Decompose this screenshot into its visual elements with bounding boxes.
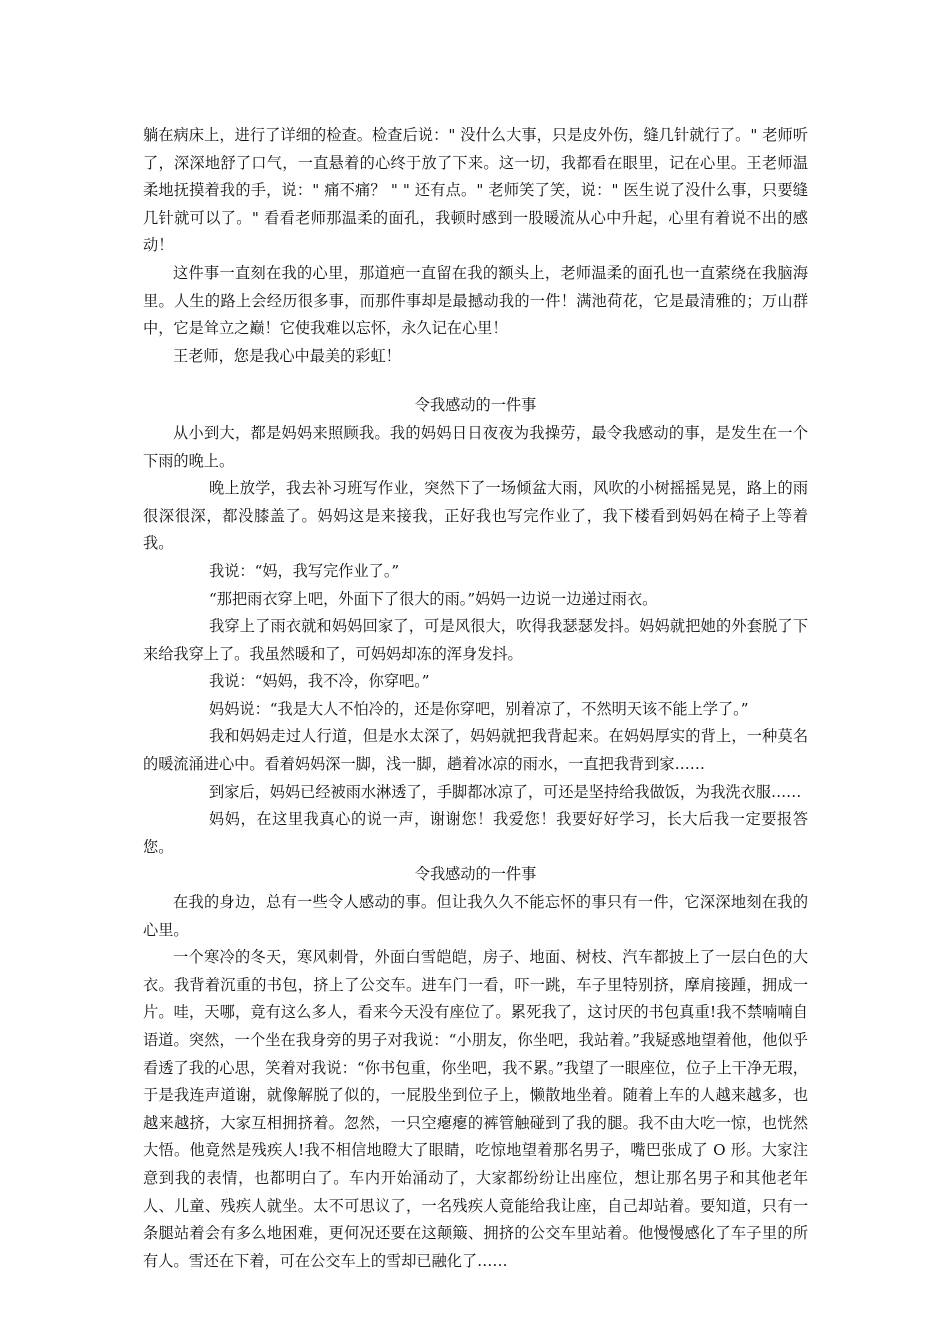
- story2-paragraph-8: 我和妈妈走过人行道，但是水太深了，妈妈就把我背起来。在妈妈厚实的背上，一种莫名的暖流涌进心中。看着妈妈深一脚，浅一脚，趟着冰凉的雨水，一直把我背到家……: [143, 727, 808, 774]
- story1-paragraph-2: 这件事一直刻在我的心里，那道疤一直留在我的额头上，老师温柔的面孔也一直萦绕在我脑海里。人生的路上会经历很多事，而那件事却是最撼动我的一件！满池荷花，它是最清雅的；万山群中，它是耸立之巅！它使我难以忘怀，永久记在心里！: [143, 263, 808, 338]
- story2-paragraph-9: 到家后，妈妈已经被雨水淋透了，手脚都冰凉了，可还是坚持给我做饭，为我洗衣服……: [209, 782, 802, 801]
- story2-paragraph-6: 我说：“妈妈，我不冷，你穿吧。”: [209, 672, 430, 691]
- story1-paragraph-1: 躺在病床上，进行了详细的检查。检查后说：" 没什么大事，只是皮外伤，缝几针就行了。" 老师听了，深深地舒了口气，一直悬着的心终于放了下来。这一切，我都看在眼里，记在心里。王老师温柔地抚摸着我的手，说：" 痛不痛？ " " 还有点。" 老师笑了笑，说：" 医生说了没什么事，只要缝几针就可以了。" 看看老师那温柔的面孔，我顿时感到一股暖流从心中升起，心里有着说不出的感动！: [143, 126, 808, 255]
- story1-paragraph-3: 王老师，您是我心中最美的彩虹！: [173, 346, 401, 365]
- story2-paragraph-5: 我穿上了雨衣就和妈妈回家了，可是风很大，吹得我瑟瑟发抖。妈妈就把她的外套脱了下来给我穿上了。我虽然暖和了，可妈妈却冻的浑身发抖。: [143, 617, 808, 663]
- document-page: [143, 122, 808, 1275]
- story3-paragraph-1: 在我的身边，总有一些令人感动的事。但让我久久不能忘怀的事只有一件，它深深地刻在我的心里。: [143, 893, 808, 939]
- story2-paragraph-3: 我说：“妈，我写完作业了。”: [209, 561, 400, 580]
- story2-paragraph-10: 妈妈，在这里我真心的说一声，谢谢您！我爱您！我要好好学习，长大后我一定要报答您。: [143, 810, 808, 856]
- story2-paragraph-2: 晚上放学，我去补习班写作业，突然下了一场倾盆大雨，风吹的小树摇摇晃晃，路上的雨很深很深，都没膝盖了。妈妈这是来接我，正好我也写完作业了，我下楼看到妈妈在椅子上等着我。: [143, 479, 808, 553]
- story3-title: 令我感动的一件事: [414, 865, 537, 884]
- story2-paragraph-4: “那把雨衣穿上吧，外面下了很大的雨。”妈妈一边说一边递过雨衣。: [209, 589, 658, 608]
- story3-paragraph-2: 一个寒冷的冬天，寒风刺骨，外面白雪皑皑，房子、地面、树枝、汽车都披上了一层白色的大衣。我背着沉重的书包，挤上了公交车。进车门一看，吓一跳，车子里特别挤，摩肩接踵，拥成一片。哇，天哪，竟有这么多人，看来今天没有座位了。累死我了，这讨厌的书包真重!我不禁喃喃自语道。突然，一个坐在我身旁的男子对我说：“小朋友，你坐吧，我站着。”我疑惑地望着他，他似乎看透了我的心思，笑着对我说：“你书包重，你坐吧，我不累。”我望了一眼座位，位子上干净无瑕，于是我连声道谢，就像解脱了似的，一屁股坐到位子上，懒散地坐着。随着上车的人越来越多，也越来越挤，大家互相拥挤着。忽然，一只空瘪瘪的裤管触碰到了我的腿。我不由大吃一惊，也恍然大悟。他竟然是残疾人!我不相信地瞪大了眼睛，吃惊地望着那名男子，嘴巴张成了 O 形。大家注意到我的表情，也都明白了。车内开始涌动了，大家都纷纷让出座位，想让那名男子和其他老年人、儿童、残疾人就坐。太不可思议了，一名残疾人竟能给我让座，自己却站着。要知道，只有一条腿站着会有多么地困难，更何况还要在这颠簸、拥挤的公交车里站着。他慢慢感化了车子里的所有人。雪还在下着，可在公交车上的雪却已融化了……: [143, 948, 808, 1270]
- section-gap: [143, 370, 808, 392]
- story2-paragraph-1: 从小到大，都是妈妈来照顾我。我的妈妈日日夜夜为我操劳，最令我感动的事，是发生在一个下雨的晚上。: [143, 423, 808, 470]
- story2-paragraph-7: 妈妈说：“我是大人不怕冷的，还是你穿吧，别着凉了，不然明天该不能上学了。”: [209, 699, 749, 718]
- story2-title: 令我感动的一件事: [414, 396, 537, 415]
